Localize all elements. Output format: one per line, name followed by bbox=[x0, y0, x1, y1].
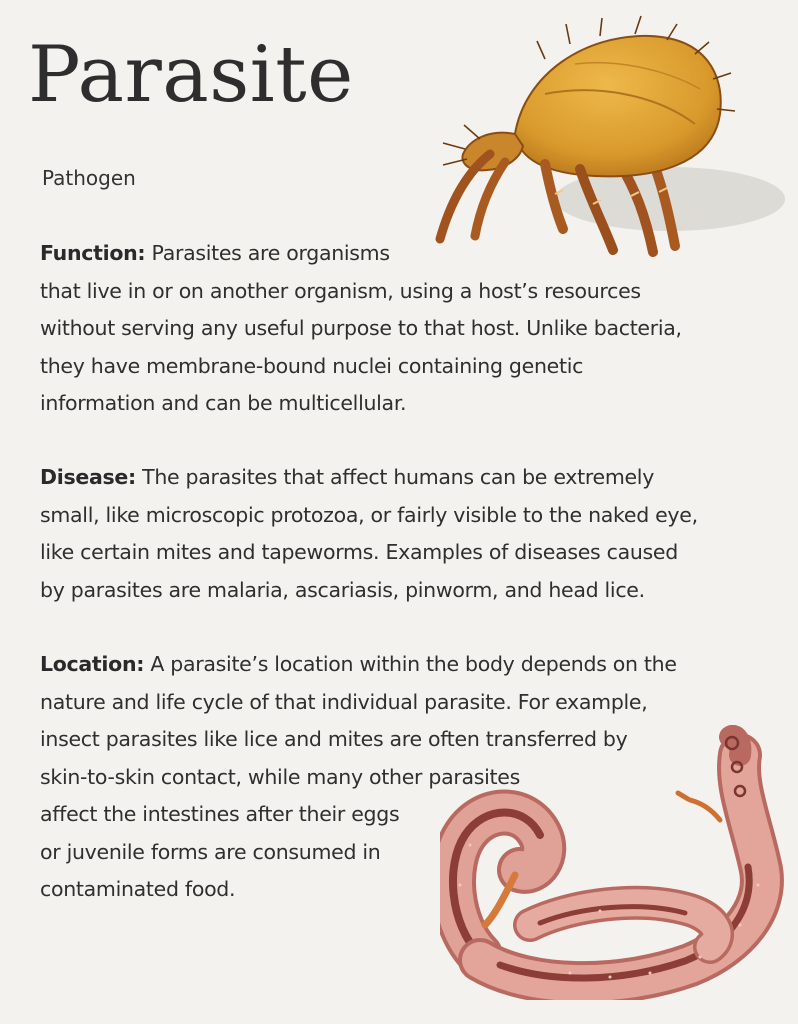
disease-paragraph bbox=[40, 459, 698, 609]
function-paragraph bbox=[40, 235, 682, 423]
function-line: Parasites are organisms bbox=[151, 241, 390, 265]
location-paragraph bbox=[40, 646, 677, 909]
disease-line: The parasites that affect humans can be extremely bbox=[142, 465, 655, 489]
location-line: or juvenile forms are consumed in bbox=[40, 839, 381, 864]
disease-heading: Disease: bbox=[40, 465, 136, 489]
location-line: nature and life cycle of that individual parasite. For example, bbox=[40, 689, 648, 714]
function-heading: Function: bbox=[40, 241, 146, 265]
page-title: Parasite bbox=[28, 30, 354, 120]
disease-line: small, like microscopic protozoa, or fairly visible to the naked eye, bbox=[40, 502, 698, 527]
page-subtitle: Pathogen bbox=[42, 166, 136, 190]
disease-line: like certain mites and tapeworms. Examples of diseases caused bbox=[40, 540, 678, 564]
location-line: skin-to-skin contact, while many other parasites bbox=[40, 764, 520, 789]
mite-illustration bbox=[395, 14, 790, 264]
function-line: that live in or on another organism, using a host’s resources bbox=[40, 278, 641, 303]
function-line: they have membrane-bound nuclei containing genetic bbox=[40, 353, 584, 378]
location-line: insect parasites like lice and mites are often transferred by bbox=[40, 727, 628, 751]
location-line: affect the intestines after their eggs bbox=[40, 802, 400, 826]
function-line: without serving any useful purpose to that host. Unlike bacteria, bbox=[40, 316, 682, 340]
location-heading: Location: bbox=[40, 652, 145, 676]
location-line: contaminated food. bbox=[40, 877, 236, 901]
disease-line: by parasites are malaria, ascariasis, pinworm, and head lice. bbox=[40, 577, 645, 602]
function-line: information and can be multicellular. bbox=[40, 391, 407, 415]
location-line: A parasite’s location within the body depends on the bbox=[150, 652, 677, 676]
